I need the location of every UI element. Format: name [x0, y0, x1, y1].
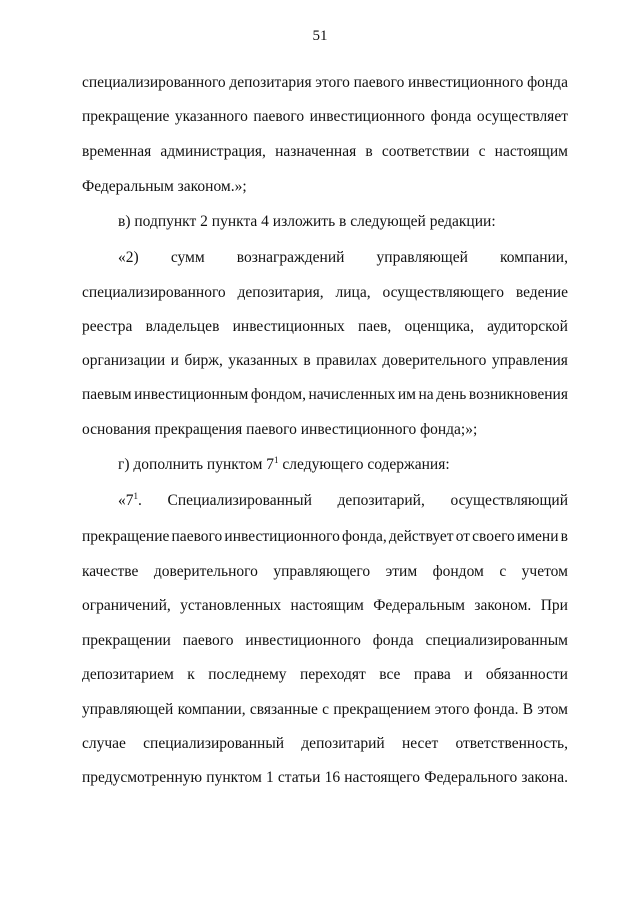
word: этого — [315, 74, 350, 91]
word: Федерального — [424, 769, 518, 786]
word: законом. — [474, 597, 532, 614]
word: депозитарий — [301, 735, 385, 752]
word: закона. — [521, 769, 568, 786]
word: установленных — [180, 597, 282, 614]
word: с — [499, 563, 507, 580]
word: управляющего — [273, 563, 371, 580]
word: возникновения — [468, 386, 568, 403]
word: паевого — [171, 528, 223, 545]
word: фонда — [372, 632, 414, 649]
word: специализированный — [143, 735, 285, 752]
text-line — [82, 385, 568, 405]
superscript: 1 — [274, 455, 279, 465]
word: фондом, — [250, 386, 306, 403]
word: «2) — [118, 249, 139, 266]
word: от — [455, 528, 471, 545]
word: в — [365, 143, 373, 160]
word: им — [397, 386, 416, 403]
word: предусмотренную — [82, 769, 203, 786]
text-line — [82, 562, 568, 582]
text-fragment: следующего содержания: — [278, 456, 450, 473]
word: депозитария — [229, 74, 312, 91]
word: управляющей — [82, 701, 174, 718]
word: случае — [82, 735, 126, 752]
word: к — [187, 666, 195, 683]
text-fragment: «7 — [118, 492, 134, 509]
word: владельцев — [145, 318, 220, 335]
word: назначенная — [275, 143, 357, 160]
word: указанных — [228, 352, 298, 369]
text-line — [118, 491, 568, 511]
word: паевым — [82, 386, 132, 403]
text-line: основания прекращения паевого инвестиционного фонда;»; — [82, 421, 478, 438]
page-number: 51 — [312, 28, 328, 44]
word: осуществляет — [476, 108, 568, 125]
word: паев, — [357, 318, 392, 335]
word: доверительного — [382, 352, 487, 369]
word: этого — [434, 701, 470, 718]
word: фонда. — [473, 701, 519, 718]
word: с — [322, 701, 330, 718]
word: компании, — [500, 249, 568, 266]
text-fragment — [138, 491, 568, 511]
text-line — [82, 142, 568, 162]
word: фонда, — [341, 528, 387, 545]
word: связанные — [249, 701, 318, 718]
word: лица, — [335, 284, 371, 301]
word: фонда — [527, 74, 568, 91]
word: Федеральным — [373, 597, 465, 614]
word: правилах — [316, 352, 377, 369]
word: своего — [472, 528, 515, 545]
word: . — [138, 492, 142, 509]
word: этом — [537, 701, 568, 718]
word: инвестиционного — [408, 74, 524, 91]
word: организации — [82, 352, 166, 369]
text-line — [82, 665, 568, 685]
word: доверительного — [153, 563, 258, 580]
word: оценщика, — [404, 318, 474, 335]
word: паевого — [182, 632, 234, 649]
word: настоящего — [344, 769, 421, 786]
word: 1 — [265, 769, 274, 786]
word: паевого — [253, 108, 305, 125]
word: инвестиционных — [232, 318, 345, 335]
word: права — [413, 666, 451, 683]
word: осуществляющего — [382, 284, 504, 301]
text-line — [82, 107, 568, 127]
word: в — [560, 528, 568, 545]
word: 16 — [324, 769, 341, 786]
word: статьи — [277, 769, 321, 786]
word: указанного — [174, 108, 248, 125]
word: аудиторской — [487, 318, 568, 335]
word: депозитарий, — [337, 492, 425, 509]
word: депозитарием — [82, 666, 174, 683]
word: депозитария, — [237, 284, 324, 301]
word: соответствии — [381, 143, 470, 160]
word: все — [379, 666, 401, 683]
word: инвестиционного — [309, 108, 426, 125]
text-line — [82, 768, 568, 788]
text-line — [118, 455, 568, 475]
word: и — [170, 352, 179, 369]
word: с — [478, 143, 486, 160]
word: в — [303, 352, 311, 369]
word: осуществляющий — [450, 492, 568, 509]
word: прекращение — [82, 108, 170, 125]
word: несет — [401, 735, 439, 752]
word: пунктом — [206, 769, 262, 786]
word: этим — [385, 563, 418, 580]
word: настоящим — [290, 597, 364, 614]
word: ведение — [515, 284, 568, 301]
word: специализированного — [82, 284, 226, 301]
text-line — [82, 596, 568, 616]
word: бирж, — [184, 352, 223, 369]
text-line — [82, 73, 568, 93]
text-line — [82, 700, 568, 720]
text-fragment: г) дополнить пунктом 7 — [118, 456, 275, 473]
word: настоящим — [494, 143, 568, 160]
word: реестра — [82, 318, 133, 335]
word: последнему — [208, 666, 287, 683]
word: на — [418, 386, 434, 403]
word: специализированного — [82, 74, 226, 91]
text-line — [118, 248, 568, 268]
word: администрация, — [160, 143, 266, 160]
word: ограничений, — [82, 597, 171, 614]
word: прекращением — [333, 701, 431, 718]
text-fragment — [118, 491, 138, 511]
word: инвестиционным — [134, 386, 249, 403]
word: действует — [388, 528, 454, 545]
word: компании, — [177, 701, 246, 718]
word: переходят — [299, 666, 366, 683]
word: вознаграждений — [236, 249, 345, 266]
word: учетом — [521, 563, 568, 580]
word: В — [522, 701, 534, 718]
word: специализированным — [425, 632, 568, 649]
word: сумм — [170, 249, 205, 266]
superscript: 1 — [133, 491, 138, 501]
word: паевого — [353, 74, 405, 91]
word: временная — [82, 143, 152, 160]
text-line — [82, 351, 568, 371]
word: имени — [516, 528, 559, 545]
word: прекращение — [82, 528, 170, 545]
word: управляющей — [376, 249, 468, 266]
text-line: Федеральным законом.»; — [82, 178, 247, 195]
word: фондом — [432, 563, 484, 580]
word: фонда — [430, 108, 472, 125]
text-line: в) подпункт 2 пункта 4 изложить в следующей редакции: — [118, 213, 496, 230]
word: прекращении — [82, 632, 171, 649]
text-line — [82, 317, 568, 337]
text-line — [82, 283, 568, 303]
word: качестве — [82, 563, 139, 580]
text-line — [82, 734, 568, 754]
word: Специализированный — [167, 492, 312, 509]
text-line — [82, 527, 568, 547]
word: ответственность, — [455, 735, 568, 752]
word: день — [436, 386, 467, 403]
text-line — [82, 631, 568, 651]
word: управления — [491, 352, 568, 369]
word: инвестиционного — [245, 632, 361, 649]
word: При — [540, 597, 568, 614]
word: инвестиционного — [224, 528, 340, 545]
word: начисленных — [308, 386, 396, 403]
word: обязанности — [485, 666, 568, 683]
word: и — [464, 666, 473, 683]
